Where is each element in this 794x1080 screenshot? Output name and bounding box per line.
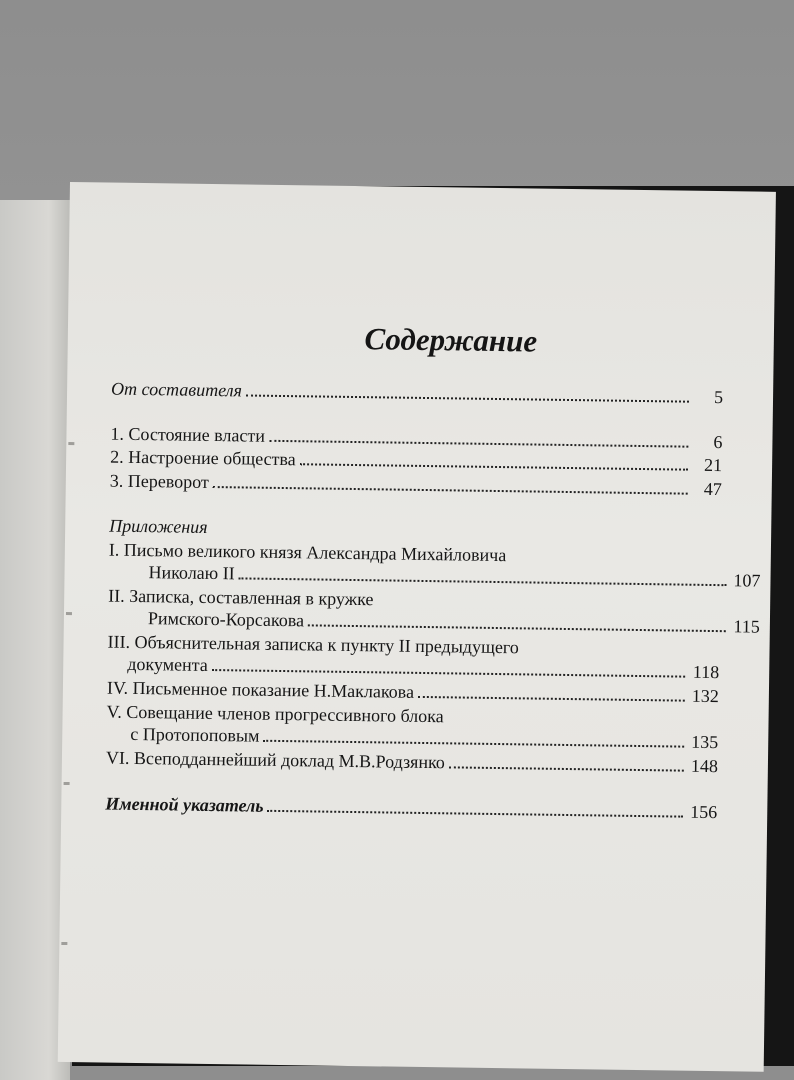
- toc-entry-preface: [111, 378, 723, 409]
- dot-leader: [212, 668, 685, 678]
- toc-entry-appendix-5: [106, 701, 719, 754]
- toc-page-number: 148: [690, 755, 719, 777]
- toc-page-number: 21: [703, 454, 723, 476]
- book-page: [58, 182, 776, 1072]
- toc-page-number: 107: [733, 570, 761, 591]
- binding-stitch: [66, 612, 72, 615]
- toc-page-number: 5: [713, 387, 724, 408]
- toc-page-number: 135: [691, 731, 719, 753]
- toc-page-number: 6: [713, 432, 723, 453]
- toc-entry-label: I. Письмо великого князя Александра Михайловича: [108, 539, 507, 566]
- toc-page-number: 115: [733, 616, 760, 637]
- toc-entry-label-continued: с Протопоповым: [130, 723, 260, 746]
- toc-entry-label: VI. Всеподданнейший доклад М.В.Родзянко: [105, 747, 446, 773]
- toc-entry-label: 3. Переворот: [109, 470, 209, 492]
- toc-entry-appendix-2: [108, 585, 760, 638]
- toc-entry-label: 1. Состояние власти: [110, 423, 266, 446]
- toc-entry-index: [105, 793, 717, 824]
- binding-stitch: [61, 942, 67, 945]
- appendix-heading: Приложения: [109, 515, 208, 537]
- toc-entry-label: III. Объяснительная записка к пункту II предыдущего: [107, 631, 519, 658]
- binding-stitch: [64, 782, 70, 785]
- toc-entry-label: II. Записка, составленная в кружке: [108, 585, 374, 610]
- dot-leader: [239, 576, 727, 586]
- dot-leader: [308, 623, 726, 632]
- toc-page-number: 118: [692, 661, 720, 683]
- dot-leader: [300, 462, 688, 470]
- toc-entry-label: V. Совещание членов прогрессивного блока: [106, 701, 444, 727]
- binding-stitch: [68, 442, 74, 445]
- toc-entry-label: 2. Настроение общества: [110, 446, 296, 470]
- toc-page-number: 132: [691, 685, 720, 707]
- toc-entry-label-continued: Николаю II: [148, 562, 235, 584]
- dot-leader: [213, 485, 688, 495]
- dot-leader: [449, 765, 684, 771]
- toc-entry-appendix-3: [107, 631, 720, 684]
- page-title: Содержание: [364, 321, 538, 359]
- dot-leader: [263, 739, 684, 748]
- dot-leader: [269, 439, 689, 448]
- toc-page-number: 47: [703, 478, 722, 500]
- dot-leader: [268, 809, 684, 818]
- toc-entry-label: Именной указатель: [105, 793, 264, 816]
- toc-entry-label-continued: Римского-Корсакова: [147, 608, 305, 631]
- toc-page-number: 156: [690, 801, 718, 823]
- toc-entry-label-continued: документа: [127, 653, 208, 675]
- toc-entry-label: От составителя: [110, 378, 243, 401]
- dot-leader: [418, 695, 685, 702]
- toc-entry-appendix-1: [108, 539, 761, 592]
- toc-entry-label: IV. Письменное показание Н.Маклакова: [106, 677, 415, 702]
- dot-leader: [246, 393, 689, 402]
